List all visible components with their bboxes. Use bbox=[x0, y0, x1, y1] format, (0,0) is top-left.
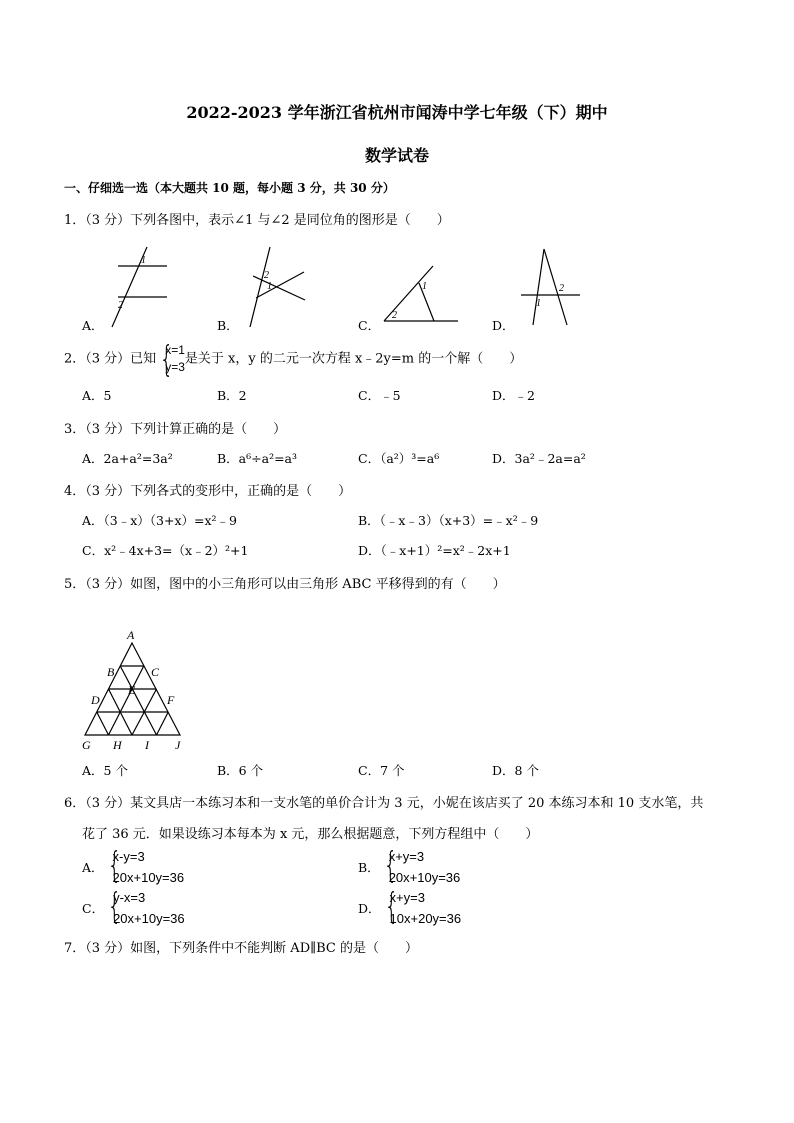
q3-option-c[interactable]: C．（a²）³=a⁶ bbox=[358, 451, 440, 466]
q6-d-eq-1: { x+y=3 bbox=[389, 890, 425, 905]
q1-b-label-2: 2 bbox=[264, 270, 269, 281]
question-3: 3．（3 分）下列计算正确的是（ ） bbox=[64, 422, 287, 437]
q5-label-b: B bbox=[107, 665, 115, 679]
q3-option-a[interactable]: A．2a+a²=3a² bbox=[82, 451, 173, 466]
page-subtitle: 数学试卷 bbox=[364, 146, 429, 165]
q1-a-label-1: 1 bbox=[141, 255, 146, 266]
q6-d-eq-2: 10x+20y=36 bbox=[389, 911, 462, 926]
section-heading: 一、仔细选一选（本大题共 10 题，每小题 3 分，共 30 分） bbox=[64, 181, 395, 195]
q2-prefix: 2．（3 分）已知 bbox=[64, 351, 157, 367]
q5-option-a[interactable]: A．5 个 bbox=[82, 763, 128, 778]
q5-option-d[interactable]: D．8 个 bbox=[492, 763, 539, 778]
q5-option-b[interactable]: B．6 个 bbox=[217, 763, 264, 778]
q5-label-f: F bbox=[167, 693, 175, 707]
q2-system bbox=[156, 340, 185, 378]
q5-label-a: A bbox=[127, 628, 135, 642]
q1-a-label-2: 2 bbox=[118, 300, 123, 311]
q2-eq-1: { x=1 bbox=[165, 343, 185, 357]
q1-d-label-1: 1 bbox=[536, 298, 541, 309]
q5-label-h: H bbox=[113, 738, 122, 752]
q6-option-d[interactable] bbox=[358, 887, 461, 929]
q6-c-eq-1: { y-x=3 bbox=[113, 890, 146, 905]
q2-option-d[interactable]: D．﹣2 bbox=[492, 388, 535, 403]
q6-b-system bbox=[380, 846, 461, 888]
q6-option-a[interactable] bbox=[82, 846, 184, 888]
q1-figures bbox=[0, 240, 794, 335]
question-2 bbox=[64, 340, 522, 378]
q6-a-label: A． bbox=[82, 860, 104, 875]
q1-c-label-1: 1 bbox=[422, 281, 427, 292]
q5-label-i: I bbox=[145, 738, 149, 752]
q6-option-b[interactable] bbox=[358, 846, 460, 888]
q2-suffix: 是关于 x，y 的二元一次方程 x﹣2y=m 的一个解（ ） bbox=[184, 351, 523, 367]
q4-option-b[interactable]: B．（﹣x﹣3）（x+3）=﹣x²﹣9 bbox=[358, 513, 539, 528]
q2-option-b[interactable]: B．2 bbox=[217, 388, 247, 403]
q6-b-eq-2: 20x+10y=36 bbox=[388, 870, 461, 885]
q2-option-a[interactable]: A．5 bbox=[82, 388, 112, 403]
q3-option-d[interactable]: D．3a²﹣2a=a² bbox=[492, 451, 586, 466]
question-5: 5．（3 分）如图，图中的小三角形可以由三角形 ABC 平移得到的有（ ） bbox=[64, 577, 506, 592]
question-7: 7．（3 分）如图，下列条件中不能判断 AD∥BC 的是（ ） bbox=[64, 941, 418, 956]
q5-label-c: C bbox=[151, 665, 160, 679]
q1-d-label-2: 2 bbox=[559, 283, 564, 294]
q5-label-d: D bbox=[91, 693, 100, 707]
question-6-line-2: 花了 36 元．如果设练习本每本为 x 元，那么根据题意，下列方程组中（ ） bbox=[82, 827, 539, 842]
q6-b-eq-1: { x+y=3 bbox=[388, 849, 425, 864]
q6-b-label: B． bbox=[358, 860, 380, 875]
q4-option-a[interactable]: A．（3﹣x）（3+x）=x²﹣9 bbox=[82, 513, 237, 528]
q6-d-system bbox=[381, 887, 462, 929]
q6-option-c[interactable] bbox=[82, 887, 185, 929]
q4-option-c[interactable]: C．x²﹣4x+3=（x﹣2）²+1 bbox=[82, 543, 249, 558]
q5-label-j: J bbox=[175, 738, 181, 752]
question-4: 4．（3 分）下列各式的变形中，正确的是（ ） bbox=[64, 484, 352, 499]
q6-c-system bbox=[104, 887, 185, 929]
q1-option-d[interactable]: D． bbox=[492, 318, 515, 333]
q1-option-b[interactable]: B． bbox=[217, 318, 239, 333]
question-6-line-1: 6．（3 分）某文具店一本练习本和一支水笔的单价合计为 3 元，小妮在该店买了 20 本练习本和 10 支水笔，共 bbox=[64, 796, 704, 811]
q1-option-c[interactable]: C． bbox=[358, 318, 381, 333]
q6-c-label: C． bbox=[82, 901, 105, 916]
q6-d-label: D． bbox=[358, 901, 381, 916]
q2-eq-2: y=3 bbox=[165, 360, 185, 374]
q1-option-a[interactable]: A． bbox=[82, 318, 104, 333]
page-title: 2022-2023 学年浙江省杭州市闻涛中学七年级（下）期中 bbox=[186, 103, 608, 122]
question-1: 1．（3 分）下列各图中，表示∠1 与∠2 是同位角的图形是（ ） bbox=[64, 213, 450, 228]
q6-a-system bbox=[104, 846, 185, 888]
q5-label-g: G bbox=[82, 738, 91, 752]
q6-a-eq-2: 20x+10y=36 bbox=[112, 870, 185, 885]
q6-c-eq-2: 20x+10y=36 bbox=[113, 911, 185, 926]
q6-a-eq-1: { x-y=3 bbox=[112, 849, 145, 864]
q2-option-c[interactable]: C．﹣5 bbox=[358, 388, 401, 403]
q5-option-c[interactable]: C．7 个 bbox=[358, 763, 405, 778]
q3-option-b[interactable]: B．a⁶÷a²=a³ bbox=[217, 451, 298, 466]
q5-triangle-figure bbox=[70, 625, 200, 753]
q4-option-d[interactable]: D．（﹣x+1）²=x²﹣2x+1 bbox=[358, 543, 511, 558]
q1-b-label-1: 1 bbox=[267, 281, 272, 292]
q1-c-label-2: 2 bbox=[392, 310, 397, 321]
q5-label-e: E bbox=[128, 683, 136, 697]
